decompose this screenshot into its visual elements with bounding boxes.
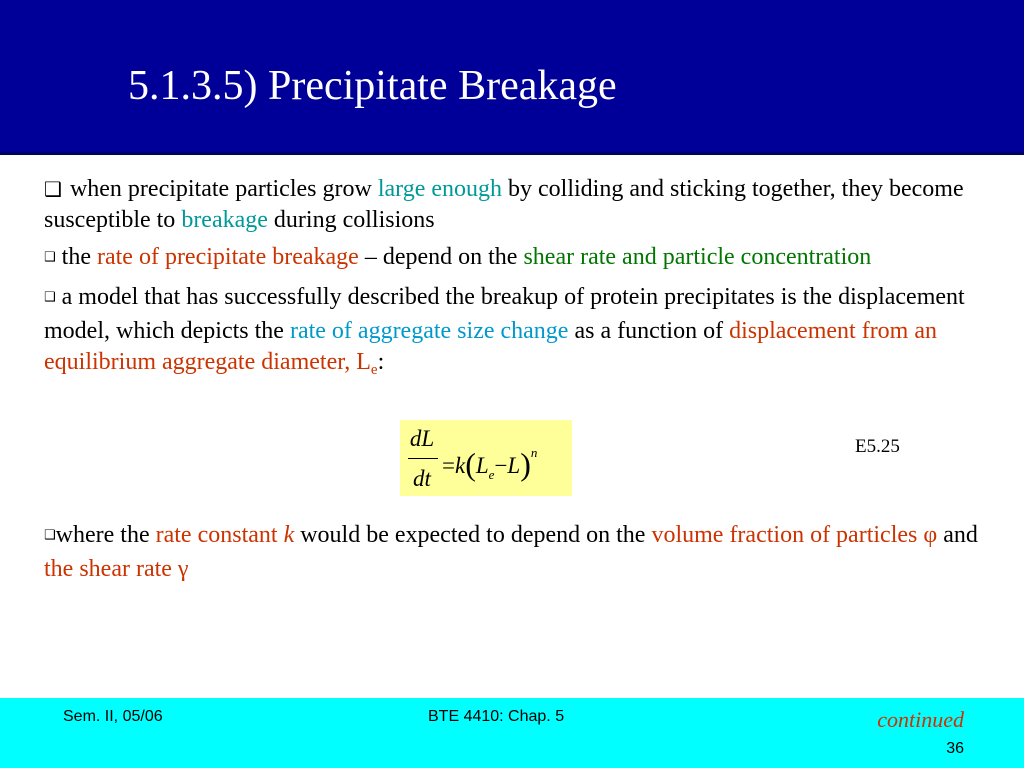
bullet-2-part-3: shear rate and particle concentration bbox=[523, 244, 872, 270]
square-bullet-icon: ❑ bbox=[44, 250, 56, 265]
bullet-4-part-2: k bbox=[283, 522, 295, 548]
bullet-1-part-3: breakage bbox=[181, 207, 268, 233]
bullet-4 bbox=[44, 520, 979, 585]
bullet-2-part-1: rate of precipitate breakage bbox=[96, 244, 359, 270]
equation-label: E5.25 bbox=[855, 436, 900, 457]
bullet-3-part-3: displacement from an equilibrium aggregate diameter, L bbox=[44, 318, 938, 375]
fraction-bar bbox=[408, 458, 438, 459]
close-paren: ) bbox=[520, 446, 531, 482]
equation-l: L bbox=[507, 453, 521, 478]
footer-semester: Sem. II, 05/06 bbox=[63, 708, 163, 725]
bullet-3-part-0: a model that has successfully described the breakup of protein precipitates is the displacement model, which depicts the bbox=[44, 284, 965, 344]
bullet-1-part-0: when precipitate particles grow bbox=[69, 176, 378, 202]
equation-k: k bbox=[454, 453, 466, 478]
footer-continued: continued bbox=[877, 707, 964, 732]
bullet-1-part-1: large enough bbox=[377, 176, 502, 202]
bullet-4-part-5: and bbox=[937, 522, 978, 548]
equation-denominator: dt bbox=[413, 466, 431, 491]
footer-bar bbox=[0, 698, 1024, 768]
open-paren: ( bbox=[465, 446, 476, 482]
title-divider bbox=[0, 152, 1024, 155]
square-bullet-icon: ❑ bbox=[44, 177, 62, 201]
minus-sign: − bbox=[494, 453, 508, 478]
slide-title: 5.1.3.5) Precipitate Breakage bbox=[128, 63, 617, 109]
bullet-3-part-2: as a function of bbox=[568, 318, 730, 344]
slide-body bbox=[44, 174, 979, 392]
equation-exponent: n bbox=[530, 445, 538, 460]
equation-box bbox=[400, 420, 572, 496]
equation-le: L bbox=[475, 453, 489, 478]
equation-numerator: dL bbox=[409, 426, 435, 451]
bullet-4-part-6: the shear rate γ bbox=[44, 556, 189, 582]
equation-rhs bbox=[442, 444, 537, 483]
bullet-1-part-4: during collisions bbox=[267, 207, 435, 233]
bullet-4-part-4: volume fraction of particles φ bbox=[651, 522, 938, 548]
bullet-4-part-1: rate constant bbox=[155, 522, 284, 548]
bullet-1-part-2: by colliding and sticking together, they become susceptible to bbox=[44, 176, 964, 233]
equation-le-sub: e bbox=[488, 467, 495, 482]
square-bullet-icon: ❑ bbox=[44, 528, 56, 543]
bullet-3 bbox=[44, 282, 979, 386]
bullet-3-part-4: e bbox=[370, 362, 378, 378]
bullet-4-part-0: where the bbox=[55, 522, 156, 548]
equals-sign: = bbox=[442, 453, 455, 478]
bullet-1-text bbox=[44, 176, 964, 233]
square-bullet-icon: ❑ bbox=[44, 290, 56, 305]
bullet-2-part-2: – depend on the bbox=[358, 244, 524, 270]
bullet-4-part-3: would be expected to depend on the bbox=[294, 522, 652, 548]
bullet-3-part-1: rate of aggregate size change bbox=[289, 318, 569, 344]
bullet-2 bbox=[44, 242, 979, 276]
bullet-3-part-5: : bbox=[377, 349, 385, 375]
bullet-1 bbox=[44, 174, 979, 236]
bullet-2-part-0: the bbox=[61, 244, 97, 270]
page-number: 36 bbox=[946, 740, 964, 757]
footer-course: BTE 4410: Chap. 5 bbox=[428, 708, 565, 725]
